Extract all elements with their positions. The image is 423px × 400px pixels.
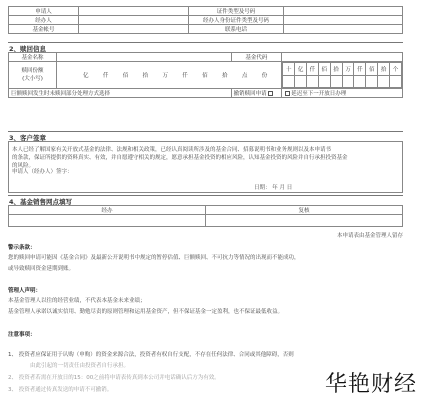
fund-code-label: 基金代码 [231,53,282,62]
redeem-share-label-text: 赎回份额 [21,68,44,74]
digit-unit-0: 十 [283,63,295,76]
fund-name-field[interactable] [57,53,232,62]
digit-cell[interactable] [390,75,402,88]
defer-option[interactable] [282,89,403,98]
notes-item-3: 3、 投资者通过传真发送的申请不可撤销。 [8,387,113,393]
section3-title: 3、客户签章 [9,134,47,142]
unit-1: 仟 [102,73,109,79]
digit-cell[interactable] [354,75,366,88]
contact-label: 联系电话 [189,25,284,34]
unit-6: 佰 [202,73,208,79]
section2-divider [8,42,403,43]
signature-label[interactable]: 申请人（经办人）签字： [12,169,73,175]
warning-line-1: 您的赎回申请可能因《基金合同》及最新公开说明书中规定的暂停估值、巨额赎回、不可抗力等情况的出现而不能成功， [8,255,300,261]
unit-8: 点 [241,73,248,79]
section4-divider [8,195,403,196]
fund-account-field[interactable] [79,25,189,34]
digit-unit-1: 亿 [295,63,307,76]
handler-field[interactable] [9,215,206,227]
fund-account-label: 基金帐号 [9,25,79,34]
digit-cell[interactable] [307,75,319,88]
notes-item-2: 2、 投资者若需在开放日的15：00之前将申请表传真到本公司并电话确认后方为有效。 [8,375,220,381]
redeem-share-digit-field [282,62,403,89]
unit-3: 拾 [142,73,149,79]
agent-label: 经办人 [9,16,79,25]
redeem-share-label [9,62,57,89]
manager-statement-title: 管理人声明： [8,288,42,294]
declaration-line-3: 的风险。 [12,163,35,169]
digit-cell[interactable] [366,75,378,88]
redemption-info-table [8,52,403,98]
cancel-option-label: 撤销赎回申请 [233,91,267,97]
digit-unit-3: 佰 [318,63,330,76]
date-label[interactable]: 日期： 年 月 日 [254,185,293,191]
section3-divider [8,131,403,132]
defer-option-label: 延迟至下一开放日办理 [291,91,347,97]
notes-title: 注意事项： [8,332,36,338]
digit-cell[interactable] [318,75,330,88]
large-redeem-label: 巨额赎回发生时未赎回部分处理方式选择 [9,89,232,98]
digit-unit-6: 仟 [354,63,366,76]
unit-7: 拾 [222,73,228,79]
id-type-label: 证件类型及号码 [189,7,284,16]
fund-name-label: 基金名称 [9,53,57,62]
defer-checkbox[interactable] [285,91,290,96]
contact-field[interactable] [284,25,403,34]
redeem-share-label-sub: (大小写) [22,76,43,82]
customer-signature-box [8,141,403,193]
agent-id-label: 经办人身份证件类型及号码 [189,16,284,25]
declaration-line-1: 本人已经了解国家有关开放式基金的法律、法规和相关政策，已经认真阅读所涉及的基金合同、招募说明书和业务规则以及本申请书 [12,147,332,153]
reviewer-field[interactable] [206,215,403,227]
agent-field[interactable] [79,16,189,25]
applicant-info-table [8,6,403,34]
digit-cell[interactable] [295,75,307,88]
warning-line-2: 或导致赎回资金延期到账。 [8,266,75,272]
sales-outlet-table [8,205,403,227]
unit-0: 亿 [83,73,89,79]
digit-unit-8: 拾 [378,63,390,76]
digit-unit-7: 佰 [366,63,378,76]
redeem-share-uppercase-field[interactable] [57,62,282,89]
digit-cell[interactable] [283,75,295,88]
cancel-option[interactable] [231,89,282,98]
digit-cell[interactable] [378,75,390,88]
unit-5: 仟 [182,73,188,79]
id-type-field[interactable] [284,7,403,16]
uppercase-units-row [59,71,279,79]
retention-note: 本申请表由基金管理人留存 [336,233,403,239]
unit-9: 份 [261,73,268,79]
manager-statement-line-1: 本基金管理人以往的经营业绩，不代表本基金未来业绩； [8,298,146,304]
reviewer-label: 复核 [206,206,403,215]
agent-id-field[interactable] [284,16,403,25]
digit-unit-9: 个 [390,63,402,76]
digit-cell[interactable] [342,75,354,88]
watermark-text: 华艳财经 [324,372,417,397]
digit-unit-4: 拾 [330,63,342,76]
notes-item-1: 1、 投资者应保证用于认购（申购）的资金来源合法，投资者有权自行支配，不存在任何法律、合同或其他障碍，否则 [8,352,294,358]
applicant-field[interactable] [79,7,189,16]
digit-unit-2: 仟 [307,63,319,76]
fund-code-field[interactable] [282,53,403,62]
handler-label: 经办 [9,206,206,215]
declaration-line-2: 的条款，保证所提供的资料真实、有效，并自愿遵守相关的规定，愿意承担基金投资的相应风险，认知基金投资的风险并自行承担投资基金 [12,155,348,161]
warning-title: 警示条款： [8,245,36,251]
section4-title: 4、基金销售网点填写 [9,198,73,206]
cancel-checkbox[interactable] [268,91,273,96]
digit-cell[interactable] [330,75,342,88]
digit-grid [282,62,402,88]
section2-title: 2、赎回信息 [9,45,47,53]
unit-4: 万 [162,73,168,79]
manager-statement-line-2: 基金管理人承诺以诚实信用、勤勉尽责的原则管理和运用基金资产，但不保证基金一定盈利，也不保证最低收益。 [8,309,284,315]
unit-2: 佰 [122,73,129,79]
digit-unit-5: 万 [342,63,354,76]
applicant-label: 申请人 [9,7,79,16]
notes-item-1-cont: 由此引起的一切责任由投资者自行承担。 [30,363,130,369]
